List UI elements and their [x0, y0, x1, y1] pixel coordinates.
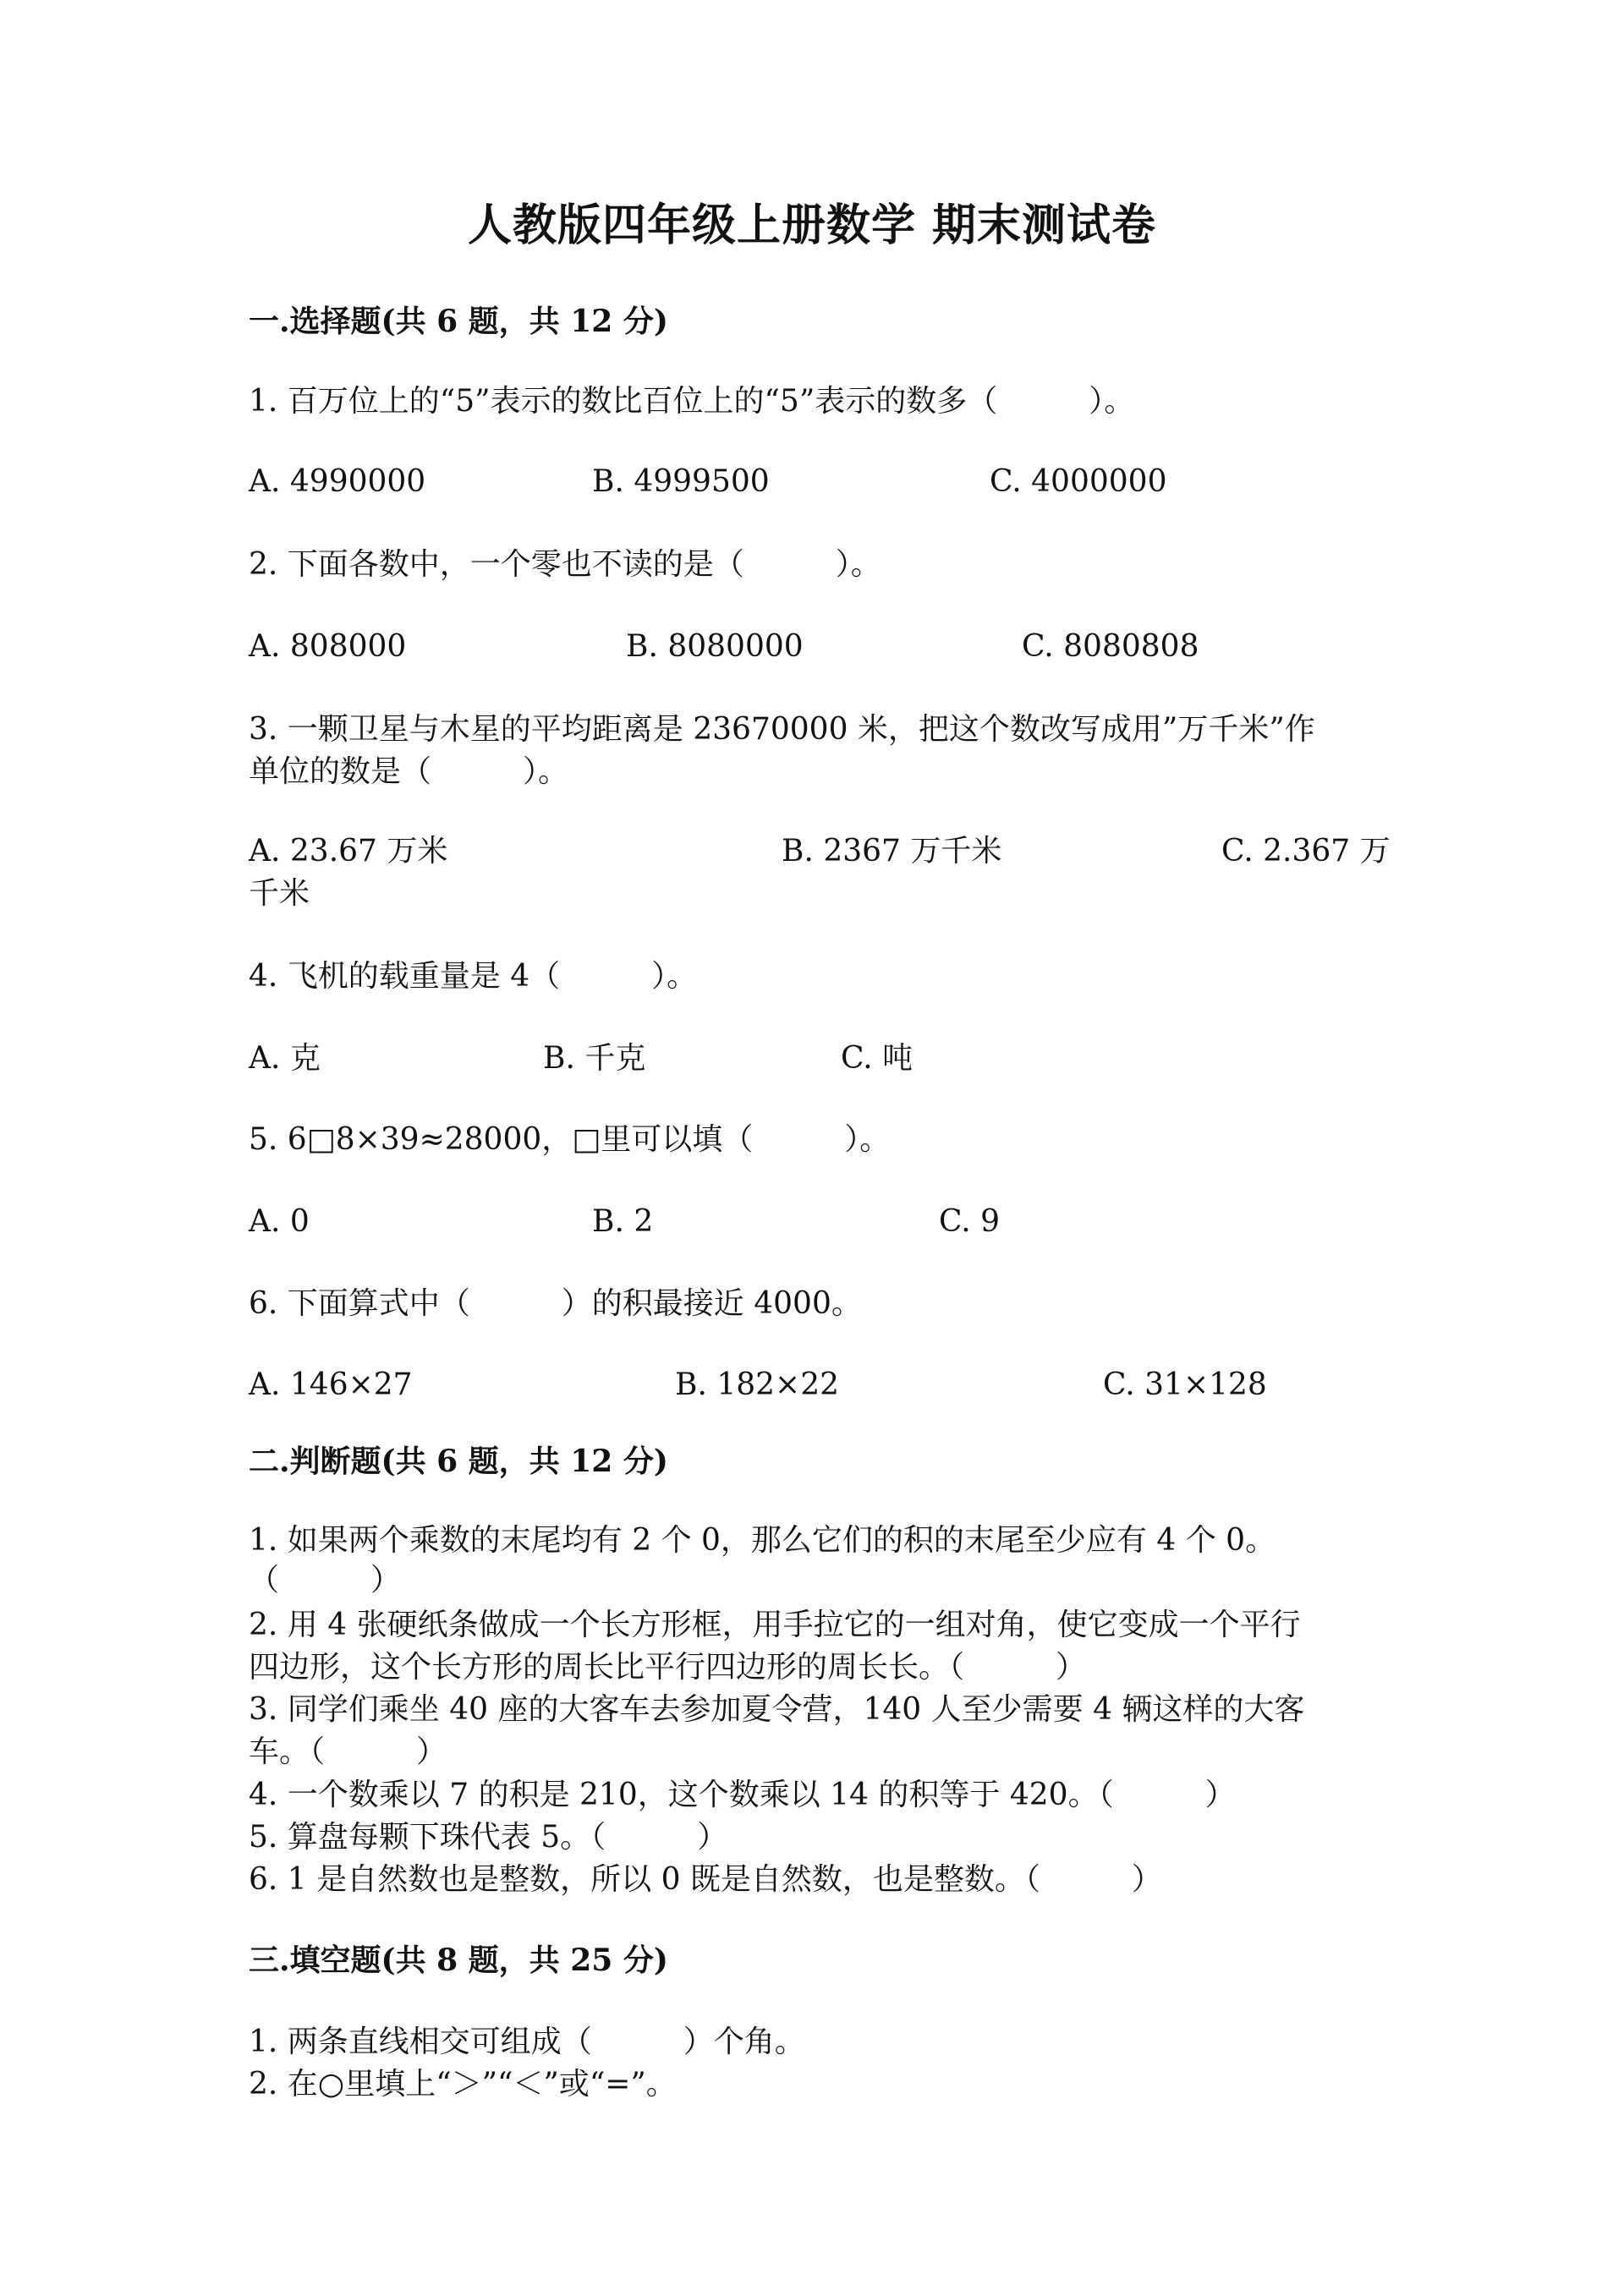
option-c: C. 4000000	[990, 464, 1167, 499]
option-b: B. 2367 万千米	[782, 834, 1002, 869]
option-a: A. 808000	[249, 629, 407, 664]
question-text: 6. 下面算式中（ ）的积最接近 4000。	[249, 1286, 862, 1321]
question-text: 2. 在○里填上“＞”“＜”或“=”。	[249, 2067, 677, 2101]
question-text: 4. 飞机的载重量是 4（ ）。	[249, 959, 698, 994]
statement-line: 2. 用 4 张硬纸条做成一个长方形框，用手拉它的一组对角，使它变成一个平行	[249, 1608, 1301, 1642]
section-heading-fill-blank: 三.填空题(共 8 题，共 25 分)	[249, 1943, 668, 1978]
question-text: 2. 下面各数中，一个零也不读的是（ ）。	[249, 547, 881, 582]
statement-line: 3. 同学们乘坐 40 座的大客车去参加夏令营，140 人至少需要 4 辆这样的大客	[249, 1692, 1305, 1727]
option-b: B. 182×22	[675, 1367, 840, 1402]
question-text: 1. 百万位上的“5”表示的数比百位上的“5”表示的数多（ ）。	[249, 384, 1135, 419]
statement-line: 5. 算盘每颗下珠代表 5。（ ）	[249, 1820, 728, 1855]
statement-line: 4. 一个数乘以 7 的积是 210，这个数乘以 14 的积等于 420。（ ）	[249, 1778, 1236, 1812]
statement-line: 1. 如果两个乘数的末尾均有 2 个 0，那么它们的积的末尾至少应有 4 个 0。	[249, 1523, 1276, 1558]
option-c: C. 31×128	[1103, 1367, 1267, 1402]
section-heading-choice: 一.选择题(共 6 题，共 12 分)	[249, 304, 668, 339]
question-text: 3. 一颗卫星与木星的平均距离是 23670000 米，把这个数改写成用”万千米”作	[249, 712, 1315, 747]
option-a: A. 146×27	[249, 1367, 413, 1402]
option-a: A. 0	[249, 1204, 310, 1239]
option-c: C. 2.367 万	[1221, 834, 1391, 869]
statement-line: 四边形，这个长方形的周长比平行四边形的周长长。（ ）	[249, 1650, 1087, 1685]
option-b: B. 4999500	[592, 464, 770, 499]
option-b: B. 2	[592, 1204, 654, 1239]
option-a: A. 23.67 万米	[249, 834, 448, 869]
option-c: C. 吨	[841, 1041, 914, 1076]
option-b: B. 千克	[543, 1041, 646, 1076]
option-c: C. 8080808	[1022, 629, 1199, 664]
question-text: 单位的数是（ ）。	[249, 754, 569, 789]
section-heading-judgement: 二.判断题(共 6 题，共 12 分)	[249, 1444, 668, 1479]
option-b: B. 8080000	[626, 629, 804, 664]
option-c-continuation: 千米	[249, 876, 310, 911]
option-c: C. 9	[939, 1204, 1001, 1239]
statement-line: 车。（ ）	[249, 1734, 447, 1769]
statement-line: 6. 1 是自然数也是整数，所以 0 既是自然数，也是整数。（ ）	[249, 1862, 1162, 1897]
option-a: A. 4990000	[249, 464, 426, 499]
question-text: 5. 6□8×39≈28000，□里可以填（ ）。	[249, 1122, 891, 1157]
answer-parentheses: （ ）	[249, 1563, 402, 1597]
page-title: 人教版四年级上册数学 期末测试卷	[467, 200, 1157, 251]
option-a: A. 克	[249, 1041, 321, 1076]
question-text: 1. 两条直线相交可组成（ ）个角。	[249, 2025, 805, 2059]
